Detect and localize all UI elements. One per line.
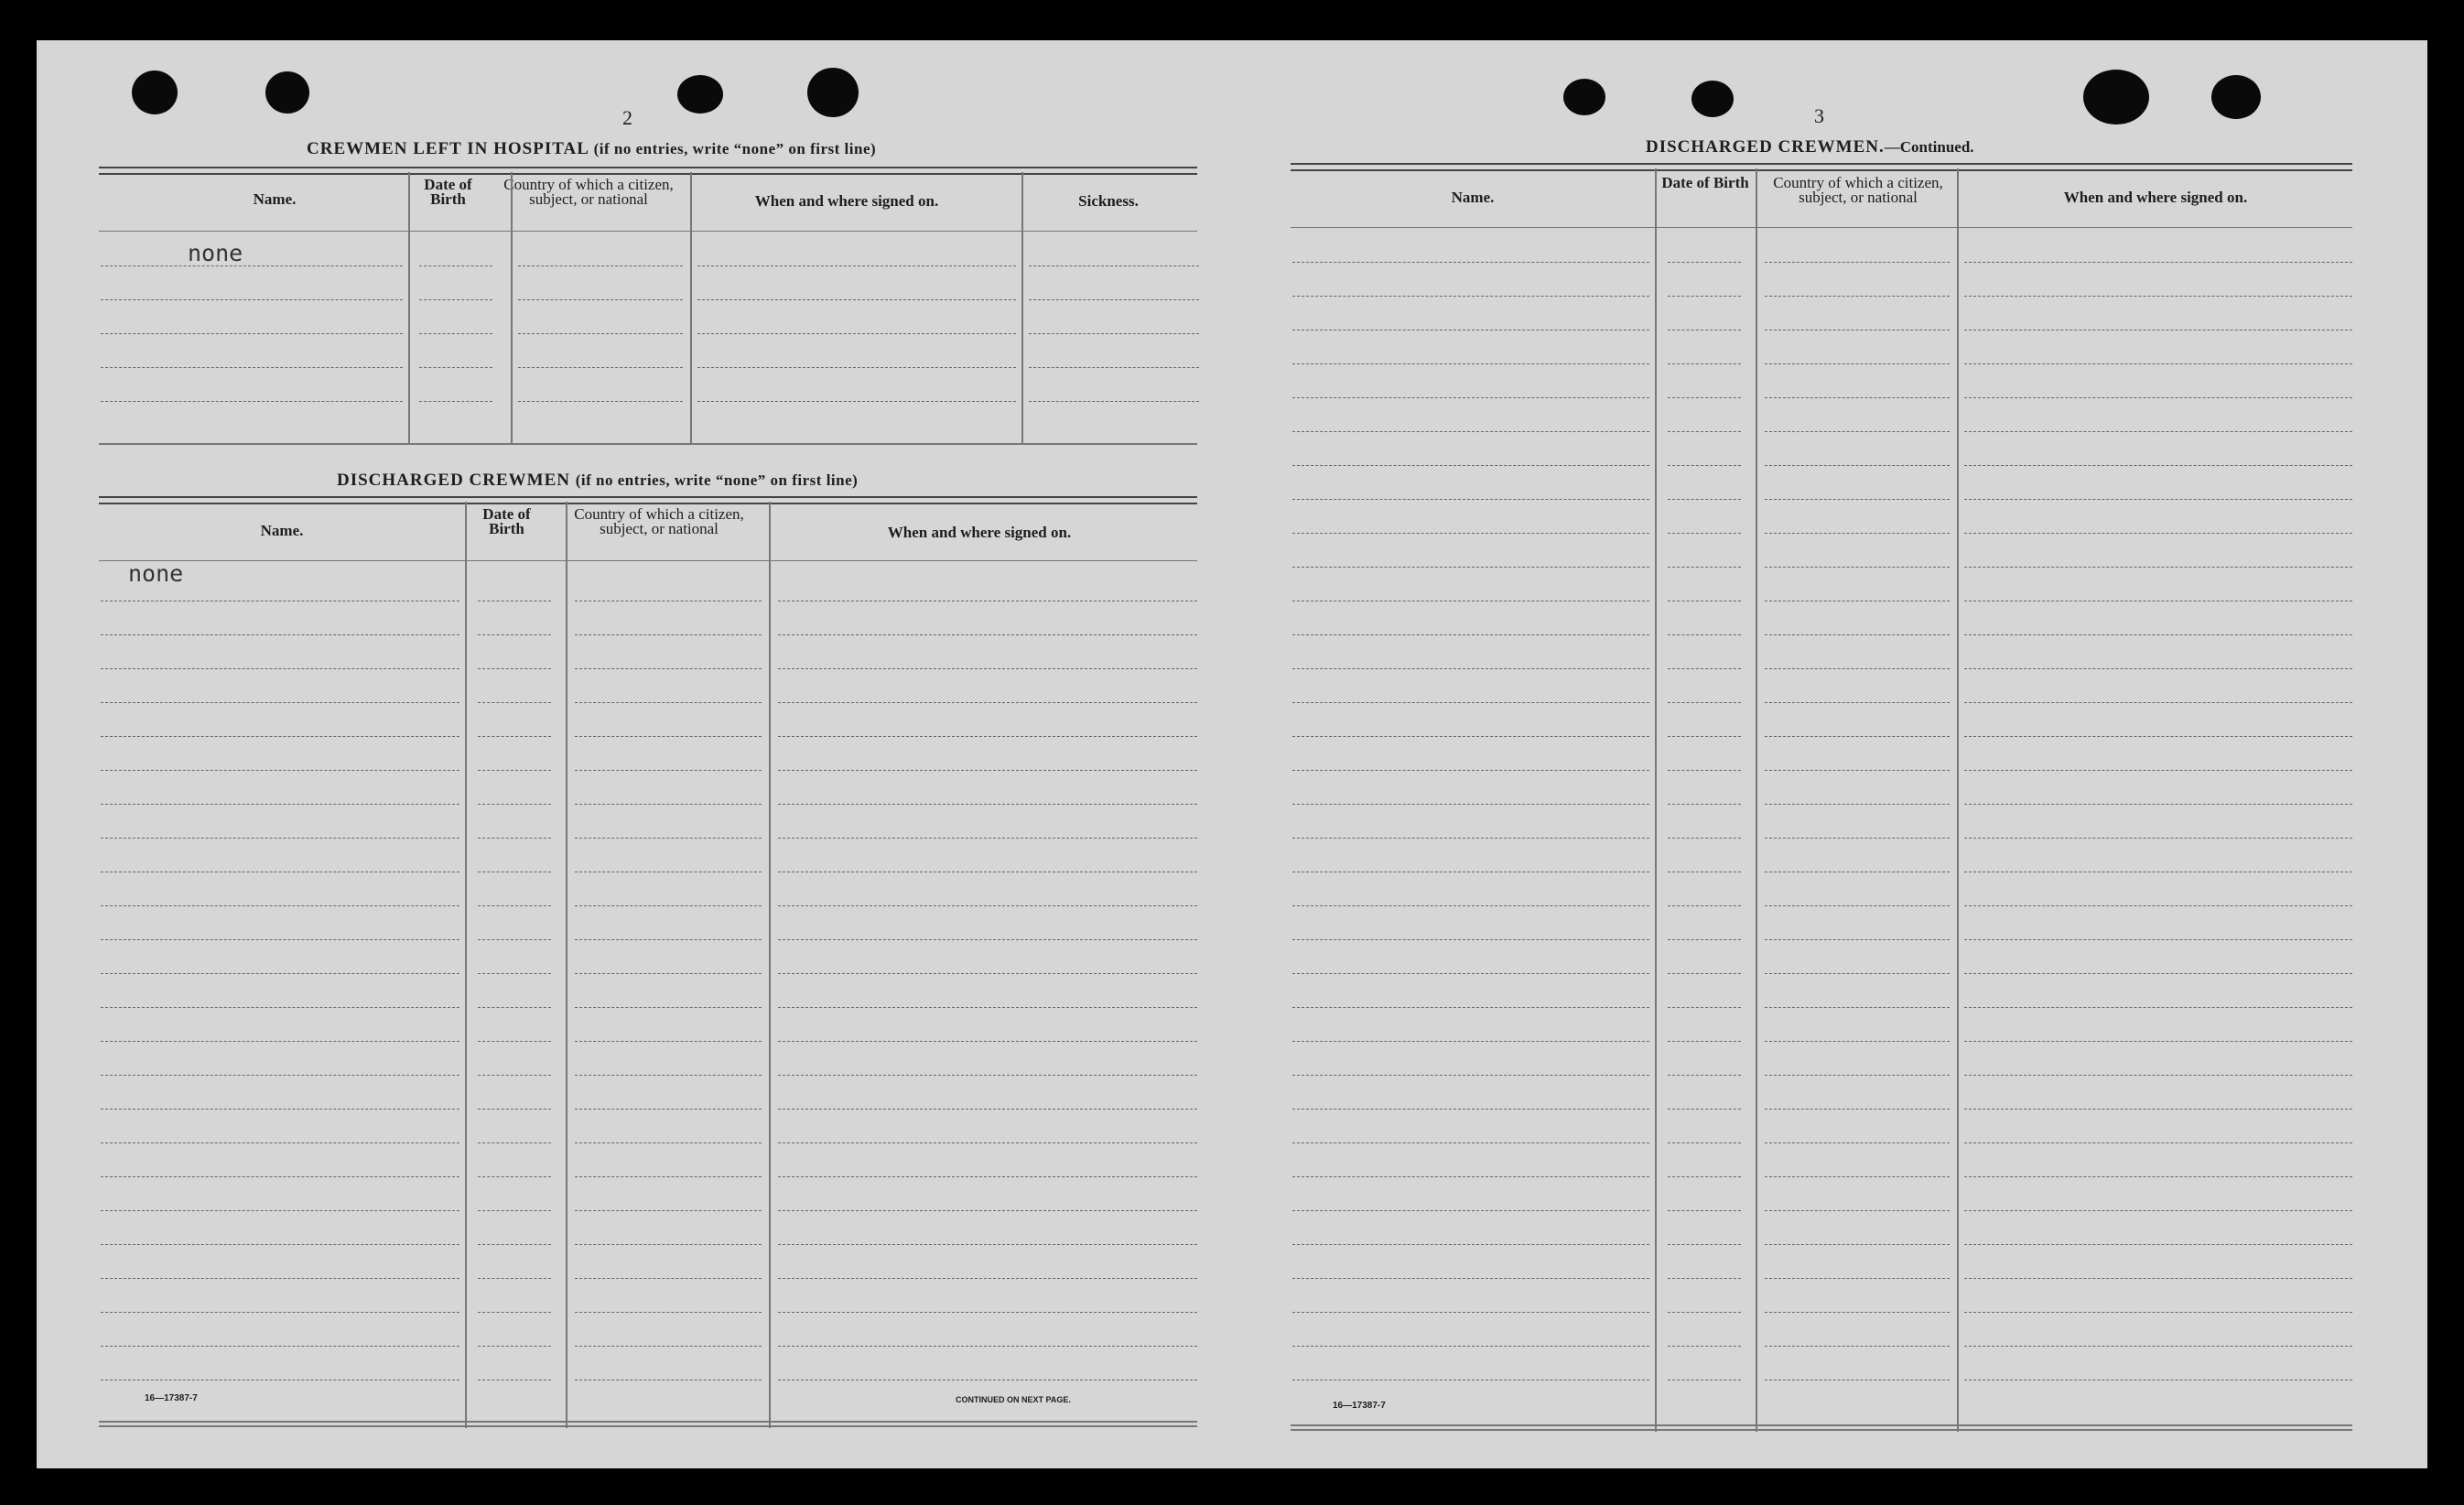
ruled-line [1765,296,1950,297]
ruled-line [1292,939,1649,940]
ruled-line [1292,1109,1649,1110]
hospital-title-main: CREWMEN LEFT IN HOSPITAL [307,139,589,158]
ruled-line [1765,397,1950,398]
ruled-line [1964,634,2352,635]
ruled-line [778,905,1197,906]
ruled-line [101,634,459,635]
ruled-line [1292,1312,1649,1313]
ruled-line [518,265,683,266]
ruled-line [1292,1007,1649,1008]
ruled-line [419,265,492,266]
ruled-line [1765,1210,1950,1211]
ruled-line [1292,1176,1649,1177]
table-bottom-rule [99,443,1197,445]
ruled-line [575,804,762,805]
ruled-line [101,939,459,940]
continued-note: CONTINUED ON NEXT PAGE. [956,1395,1071,1404]
ruled-line [1964,1109,2352,1110]
ruled-line [478,770,551,771]
punch-hole-icon [2211,75,2261,119]
ruled-line [575,702,762,703]
ruled-line [575,1346,762,1347]
ruled-line [478,973,551,974]
document-sheet [37,40,2427,1468]
column-header-date-of-birth: Date of Birth [1661,174,1749,191]
column-divider [566,502,567,1428]
ruled-line [478,1109,551,1110]
discharged-continued-title-note: —Continued. [1884,138,1974,156]
ruled-line [101,1109,459,1110]
ruled-line [1765,465,1950,466]
ruled-line [101,736,459,737]
ruled-line [1765,838,1950,839]
ruled-line [1765,533,1950,534]
ruled-line [101,1041,459,1042]
column-header-name: Name. [253,190,297,208]
ruled-line [1765,702,1950,703]
ruled-line [1964,1346,2352,1347]
ruled-line [101,1312,459,1313]
ruled-line [1964,1312,2352,1313]
ruled-line [478,1346,551,1347]
ruled-line [1964,1278,2352,1279]
ruled-line [697,265,1016,266]
ruled-line [575,1041,762,1042]
ruled-line [778,1346,1197,1347]
header-divider [1291,227,2352,228]
ruled-line [419,299,492,300]
ruled-line [1668,397,1741,398]
ruled-line [478,1142,551,1143]
discharged-title-main: DISCHARGED CREWMEN [337,471,570,490]
header-divider [99,231,1197,232]
ruled-line [1292,838,1649,839]
ruled-line [575,1244,762,1245]
ruled-line [1964,499,2352,500]
ruled-line [1292,363,1649,364]
column-divider [1655,168,1657,1432]
ruled-line [1964,770,2352,771]
punch-hole-icon [1563,79,1605,115]
ruled-line [419,367,492,368]
ruled-line [1668,905,1741,906]
table-top-rule [99,167,1197,175]
ruled-line [778,634,1197,635]
ruled-line [1668,533,1741,534]
ruled-line [1668,1176,1741,1177]
ruled-line [1964,1041,2352,1042]
ruled-line [1029,367,1199,368]
ruled-line [575,1176,762,1177]
ruled-line [518,299,683,300]
hospital-title-note: (if no entries, write “none” on first line) [593,140,877,157]
ruled-line [1765,1109,1950,1110]
ruled-line [1964,838,2352,839]
ruled-line [101,1075,459,1076]
ruled-line [478,838,551,839]
ruled-line [778,1109,1197,1110]
ruled-line [1292,567,1649,568]
table-top-rule [1291,163,2352,171]
ruled-line [1668,465,1741,466]
ruled-line [1964,905,2352,906]
ruled-line [101,838,459,839]
ruled-line [1964,804,2352,805]
ruled-line [697,333,1016,334]
ruled-line [101,265,403,266]
ruled-line [478,736,551,737]
ruled-line [1292,1346,1649,1347]
ruled-line [575,1210,762,1211]
ruled-line [575,1007,762,1008]
ruled-line [1668,939,1741,940]
column-header-name: Name. [260,522,304,539]
ruled-line [1292,668,1649,669]
ruled-line [778,702,1197,703]
ruled-line [101,1176,459,1177]
ruled-line [1292,1210,1649,1211]
ruled-line [101,804,459,805]
ruled-line [778,1075,1197,1076]
ruled-line [575,1278,762,1279]
ruled-line [575,973,762,974]
punch-hole-icon [132,70,178,114]
column-header-signed-on: When and where signed on. [887,524,1072,541]
ruled-line [1292,1278,1649,1279]
ruled-line [778,1210,1197,1211]
ruled-line [101,401,403,402]
ruled-line [478,1041,551,1042]
ruled-line [575,905,762,906]
ruled-line [1668,838,1741,839]
column-header-signed-on: When and where signed on. [754,192,939,210]
ruled-line [518,333,683,334]
ruled-line [1765,1142,1950,1143]
ruled-line [1668,431,1741,432]
ruled-line [778,1312,1197,1313]
ruled-line [478,1278,551,1279]
punch-hole-icon [2083,70,2149,125]
ruled-line [575,1075,762,1076]
ruled-line [478,1007,551,1008]
column-divider [769,502,771,1428]
column-header-country: Country of which a citizen, subject, or national [1773,174,1943,206]
table-top-rule [99,496,1197,504]
column-divider [1957,168,1959,1432]
ruled-line [101,770,459,771]
ruled-line [101,1142,459,1143]
ruled-line [1292,973,1649,974]
column-divider [408,172,410,443]
ruled-line [101,702,459,703]
ruled-line [575,939,762,940]
ruled-line [1765,1176,1950,1177]
column-divider [690,172,692,443]
discharged-title-note: (if no entries, write “none” on first line) [575,471,859,489]
ruled-line [1292,262,1649,263]
ruled-line [1292,431,1649,432]
ruled-line [778,1041,1197,1042]
hospital-first-entry: none [188,240,243,266]
ruled-line [1668,1142,1741,1143]
ruled-line [478,702,551,703]
ruled-line [1668,1346,1741,1347]
ruled-line [478,905,551,906]
ruled-line [1765,431,1950,432]
ruled-line [1964,465,2352,466]
ruled-line [1668,770,1741,771]
ruled-line [478,939,551,940]
ruled-line [1964,397,2352,398]
ruled-line [1292,499,1649,500]
ruled-line [1668,1244,1741,1245]
ruled-line [101,668,459,669]
ruled-line [575,1109,762,1110]
ruled-line [778,1176,1197,1177]
form-number: 16—17387-7 [145,1393,198,1403]
table-bottom-rule [99,1421,1197,1423]
ruled-line [1668,296,1741,297]
ruled-line [1765,363,1950,364]
column-divider [1756,168,1757,1432]
ruled-line [1292,1142,1649,1143]
ruled-line [697,367,1016,368]
ruled-line [697,299,1016,300]
ruled-line [778,838,1197,839]
ruled-line [778,973,1197,974]
ruled-line [1765,499,1950,500]
ruled-line [478,1075,551,1076]
ruled-line [1292,702,1649,703]
ruled-line [478,634,551,635]
ruled-line [1765,973,1950,974]
column-header-signed-on: When and where signed on. [2063,189,2248,206]
punch-hole-icon [677,75,723,114]
ruled-line [1964,1142,2352,1143]
ruled-line [1029,333,1199,334]
ruled-line [1964,736,2352,737]
ruled-line [478,804,551,805]
ruled-line [1292,296,1649,297]
page-number: 2 [622,106,632,129]
ruled-line [419,401,492,402]
ruled-line [1292,804,1649,805]
ruled-line [478,1210,551,1211]
ruled-line [101,1210,459,1211]
column-header-date-of-birth: Date of Birth [482,505,531,537]
discharged-continued-title-main: DISCHARGED CREWMEN. [1646,137,1885,157]
ruled-line [575,838,762,839]
column-header-name: Name. [1451,189,1495,206]
ruled-line [1765,770,1950,771]
ruled-line [478,1312,551,1313]
ruled-line [1765,804,1950,805]
table-bottom-rule [1291,1424,2352,1426]
ruled-line [1292,1041,1649,1042]
ruled-line [101,1346,459,1347]
ruled-line [1964,939,2352,940]
ruled-line [101,973,459,974]
ruled-line [1292,736,1649,737]
ruled-line [1668,262,1741,263]
ruled-line [1668,634,1741,635]
ruled-line [1765,262,1950,263]
punch-hole-icon [265,71,309,114]
ruled-line [778,1278,1197,1279]
ruled-line [1029,401,1199,402]
ruled-line [1029,265,1199,266]
ruled-line [1964,1210,2352,1211]
ruled-line [1029,299,1199,300]
ruled-line [1292,1244,1649,1245]
ruled-line [1292,770,1649,771]
ruled-line [1765,1312,1950,1313]
ruled-line [1668,736,1741,737]
punch-hole-icon [1691,81,1734,117]
ruled-line [1964,1244,2352,1245]
ruled-line [101,333,403,334]
ruled-line [778,939,1197,940]
ruled-line [1964,668,2352,669]
ruled-line [1964,296,2352,297]
ruled-line [1668,1312,1741,1313]
punch-hole-icon [807,68,859,117]
ruled-line [518,401,683,402]
ruled-line [575,770,762,771]
ruled-line [1292,1075,1649,1076]
ruled-line [778,1142,1197,1143]
table-bottom-rule [99,1425,1197,1427]
ruled-line [575,736,762,737]
ruled-line [1964,1075,2352,1076]
ruled-line [1765,905,1950,906]
ruled-line [1964,567,2352,568]
ruled-line [1668,499,1741,500]
discharged-section-title [337,471,858,491]
ruled-line [1292,905,1649,906]
ruled-line [1765,1244,1950,1245]
ruled-line [478,1176,551,1177]
ruled-line [1765,668,1950,669]
ruled-line [1668,1109,1741,1110]
ruled-line [478,1244,551,1245]
ruled-line [1964,973,2352,974]
ruled-line [1668,1210,1741,1211]
form-number: 16—17387-7 [1333,1401,1386,1411]
ruled-line [575,668,762,669]
column-header-sickness: Sickness. [1078,192,1139,210]
ruled-line [1668,973,1741,974]
ruled-line [101,367,403,368]
header-divider [99,560,1197,561]
ruled-line [1668,567,1741,568]
ruled-line [1668,1007,1741,1008]
ruled-line [1765,567,1950,568]
ruled-line [1765,1278,1950,1279]
ruled-line [1292,634,1649,635]
ruled-line [1292,465,1649,466]
ruled-line [101,1278,459,1279]
ruled-line [575,634,762,635]
page-number: 3 [1814,104,1824,127]
ruled-line [778,668,1197,669]
ruled-line [1668,702,1741,703]
table-bottom-rule [1291,1429,2352,1431]
ruled-line [1964,431,2352,432]
discharged-first-entry: none [128,560,184,587]
ruled-line [101,1007,459,1008]
ruled-line [1668,668,1741,669]
ruled-line [575,1142,762,1143]
hospital-section-title [307,139,876,159]
ruled-line [419,333,492,334]
ruled-line [1765,1041,1950,1042]
ruled-line [1765,736,1950,737]
ruled-line [518,367,683,368]
ruled-line [778,736,1197,737]
ruled-line [1668,363,1741,364]
ruled-line [1964,533,2352,534]
ruled-line [101,1244,459,1245]
ruled-line [1964,1176,2352,1177]
ruled-line [1765,939,1950,940]
ruled-line [1292,397,1649,398]
ruled-line [1964,1007,2352,1008]
ruled-line [1964,363,2352,364]
ruled-line [1964,262,2352,263]
column-divider [1021,172,1023,443]
ruled-line [1668,1041,1741,1042]
column-header-country: Country of which a citizen, subject, or national [503,176,674,208]
ruled-line [1964,702,2352,703]
column-divider [465,502,467,1428]
ruled-line [1668,804,1741,805]
ruled-line [478,668,551,669]
ruled-line [575,1312,762,1313]
discharged-continued-title [1646,137,1974,157]
ruled-line [1765,1007,1950,1008]
column-divider [511,172,513,443]
ruled-line [101,299,403,300]
ruled-line [1668,1278,1741,1279]
ruled-line [1765,1075,1950,1076]
ruled-line [1668,1075,1741,1076]
ruled-line [778,1244,1197,1245]
ruled-line [778,1007,1197,1008]
ruled-line [1292,533,1649,534]
ruled-line [778,804,1197,805]
ruled-line [101,905,459,906]
ruled-line [1765,634,1950,635]
column-header-date-of-birth: Date of Birth [424,176,472,208]
ruled-line [1765,1346,1950,1347]
ruled-line [778,770,1197,771]
column-header-country: Country of which a citizen, subject, or national [574,505,744,537]
ruled-line [697,401,1016,402]
